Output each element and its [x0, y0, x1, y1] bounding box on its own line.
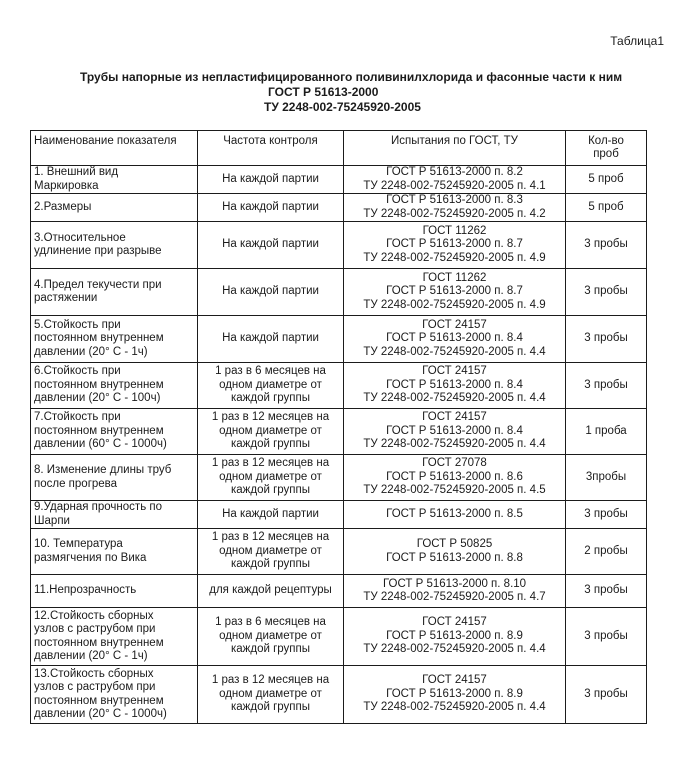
- inspection-table: [30, 130, 647, 724]
- test-cell-line: ГОСТ 24157: [422, 674, 487, 687]
- test-cell-line: ТУ 2248-002-75245920-2005 п. 4.4: [363, 438, 546, 451]
- indicator-cell-line: узлов с раструбом при: [34, 681, 156, 693]
- frequency-cell: [198, 575, 344, 608]
- header-quantity-line: Кол-во: [588, 134, 624, 147]
- test-cell-line: ТУ 2248-002-75245920-2005 п. 4.4: [363, 345, 546, 358]
- frequency-cell-line: 1 раз в 6 месяцев на: [215, 365, 326, 378]
- frequency-cell-line: каждой группы: [230, 643, 311, 656]
- indicator-cell: [31, 222, 198, 269]
- frequency-cell: [198, 222, 344, 269]
- frequency-cell-line: На каждой партии: [222, 285, 319, 298]
- test-cell-line: ГОСТ Р 51613-2000 п. 8.9: [386, 629, 523, 642]
- table-row: [31, 409, 647, 455]
- frequency-cell-line: каждой группы: [230, 438, 311, 451]
- table-row: [31, 194, 647, 222]
- frequency-cell-line: одном диаметре от: [219, 470, 322, 483]
- indicator-cell: [31, 166, 198, 194]
- test-cell-line: ТУ 2248-002-75245920-2005 п. 4.1: [363, 179, 546, 192]
- test-cell: [344, 363, 566, 409]
- frequency-cell: [198, 269, 344, 316]
- frequency-cell: [198, 501, 344, 529]
- test-cell-line: ГОСТ 24157: [422, 318, 487, 331]
- frequency-cell-line: одном диаметре от: [219, 629, 322, 642]
- test-cell: [344, 194, 566, 222]
- test-cell-line: ГОСТ Р 51613-2000 п. 8.4: [386, 332, 523, 345]
- table-row: [31, 269, 647, 316]
- table-row: [31, 501, 647, 529]
- table-row: [31, 666, 647, 724]
- test-cell-line: ТУ 2248-002-75245920-2005 п. 4.9: [363, 298, 546, 311]
- heading-line-3: ТУ 2248-002-75245920-2005: [264, 100, 421, 114]
- indicator-cell: [31, 501, 198, 529]
- quantity-cell: 5 проб: [566, 194, 647, 222]
- table-row: [31, 608, 647, 666]
- indicator-cell-line: 13.Стойкость сборных: [34, 667, 154, 680]
- test-cell: [344, 501, 566, 529]
- indicator-cell-line: после прогрева: [34, 477, 118, 490]
- indicator-cell: [31, 194, 198, 222]
- table-header-row: [31, 131, 647, 166]
- frequency-cell-line: 1 раз в 12 месяцев на: [211, 411, 330, 424]
- indicator-cell: [31, 666, 198, 724]
- frequency-cell: [198, 608, 344, 666]
- test-cell-line: ТУ 2248-002-75245920-2005 п. 4.7: [363, 591, 546, 603]
- indicator-cell-line: 12.Стойкость сборных: [34, 609, 154, 622]
- frequency-cell-line: каждой группы: [230, 484, 311, 497]
- test-cell: [344, 269, 566, 316]
- heading-line-2: ГОСТ Р 51613-2000: [268, 85, 379, 99]
- quantity-cell: 5 проб: [566, 166, 647, 194]
- test-cell-line: ГОСТ Р 51613-2000 п. 8.7: [386, 238, 523, 251]
- test-cell: [344, 222, 566, 269]
- table-row: [31, 166, 647, 194]
- indicator-cell-line: 5.Стойкость при: [34, 318, 121, 331]
- test-cell-line: ГОСТ Р 51613-2000 п. 8.4: [386, 378, 523, 391]
- test-cell-line: ГОСТ Р 51613-2000 п. 8.8: [386, 551, 523, 564]
- indicator-cell-line: постоянном внутреннем: [34, 694, 164, 707]
- test-cell-line: ТУ 2248-002-75245920-2005 п. 4.4: [363, 392, 546, 405]
- indicator-cell-line: давлении (20° С - 100ч): [34, 392, 161, 405]
- indicator-cell-line: постоянном внутреннем: [34, 378, 164, 391]
- indicator-cell-line: давлении (20° С - 1ч): [34, 650, 148, 662]
- indicator-cell-line: растяжении: [34, 292, 98, 304]
- frequency-cell: [198, 529, 344, 575]
- frequency-cell-line: На каждой партии: [222, 507, 319, 520]
- test-cell-line: ГОСТ 24157: [422, 411, 487, 424]
- frequency-cell-line: каждой группы: [230, 701, 311, 714]
- test-cell-line: ГОСТ 11262: [422, 271, 487, 284]
- indicator-cell-line: постоянном внутреннем: [34, 424, 164, 437]
- quantity-cell: 3 пробы: [566, 222, 647, 269]
- indicator-cell-line: 4.Предел текучести при: [34, 278, 162, 291]
- test-cell-line: ГОСТ Р 51613-2000 п. 8.6: [386, 470, 523, 483]
- frequency-cell-line: На каждой партии: [222, 200, 319, 213]
- indicator-cell-line: Шарпи: [34, 514, 70, 527]
- header-frequency: Частота контроля: [198, 131, 344, 166]
- header-quantity: [566, 131, 647, 166]
- indicator-cell-line: давлении (20° С - 1ч): [34, 345, 148, 358]
- indicator-cell-line: давлении (20° С - 1000ч): [34, 708, 167, 720]
- indicator-cell-line: 9.Ударная прочность по: [34, 501, 162, 513]
- frequency-cell-line: одном диаметре от: [219, 687, 322, 700]
- test-cell: [344, 666, 566, 724]
- test-cell-line: ГОСТ 27078: [422, 457, 487, 470]
- frequency-cell-line: каждой группы: [230, 558, 311, 571]
- heading-line-1: Трубы напорные из непластифицированного поливинилхлорида и фасонные части к ним: [80, 70, 623, 84]
- test-cell-line: ГОСТ Р 51613-2000 п. 8.7: [386, 285, 523, 298]
- test-cell-line: ТУ 2248-002-75245920-2005 п. 4.2: [363, 207, 546, 220]
- table-row: [31, 316, 647, 363]
- table-row: [31, 455, 647, 501]
- frequency-cell-line: одном диаметре от: [219, 544, 322, 557]
- indicator-cell-line: 1. Внешний вид: [34, 166, 119, 178]
- test-cell-line: ГОСТ Р 50825: [416, 538, 493, 550]
- frequency-cell-line: 1 раз в 12 месяцев на: [211, 674, 330, 687]
- test-cell-line: ТУ 2248-002-75245920-2005 п. 4.4: [363, 643, 546, 656]
- frequency-cell-line: На каждой партии: [222, 238, 319, 251]
- test-cell-line: ГОСТ Р 51613-2000 п. 8.2: [386, 166, 523, 178]
- frequency-cell-line: одном диаметре от: [219, 424, 322, 437]
- quantity-cell: 3 пробы: [566, 501, 647, 529]
- test-cell-line: ТУ 2248-002-75245920-2005 п. 4.9: [363, 251, 546, 264]
- header-test: Испытания по ГОСТ, ТУ: [344, 131, 566, 166]
- frequency-cell-line: На каждой партии: [222, 172, 319, 185]
- indicator-cell-line: размягчения по Вика: [34, 551, 147, 564]
- indicator-cell-line: 11.Непрозрачность: [34, 584, 137, 597]
- header-quantity-line: проб: [593, 148, 619, 160]
- table-body: [31, 166, 647, 724]
- indicator-cell: [31, 608, 198, 666]
- table-row: [31, 363, 647, 409]
- indicator-cell: [31, 316, 198, 363]
- test-cell: [344, 409, 566, 455]
- quantity-cell: 3 пробы: [566, 316, 647, 363]
- frequency-cell-line: 1 раз в 12 месяцев на: [211, 531, 330, 544]
- frequency-cell: [198, 166, 344, 194]
- indicator-cell-line: 2.Размеры: [34, 200, 92, 213]
- frequency-cell: [198, 316, 344, 363]
- indicator-cell-line: 8. Изменение длины труб: [34, 464, 172, 476]
- table-row: [31, 222, 647, 269]
- indicator-cell-line: удлинение при разрыве: [34, 245, 162, 257]
- quantity-cell: 1 проба: [566, 409, 647, 455]
- test-cell: [344, 608, 566, 666]
- quantity-cell: 3 пробы: [566, 575, 647, 608]
- test-cell-line: ГОСТ 11262: [422, 224, 487, 237]
- table-number-label: Таблица1: [610, 34, 664, 48]
- indicator-cell: [31, 363, 198, 409]
- indicator-cell-line: 7.Стойкость при: [34, 411, 121, 424]
- quantity-cell: 3 пробы: [566, 269, 647, 316]
- indicator-cell-line: 3.Относительное: [34, 231, 126, 244]
- frequency-cell: [198, 455, 344, 501]
- test-cell: [344, 575, 566, 608]
- indicator-cell: [31, 575, 198, 608]
- indicator-cell: [31, 409, 198, 455]
- frequency-cell-line: 1 раз в 12 месяцев на: [211, 457, 330, 470]
- test-cell-line: ГОСТ Р 51613-2000 п. 8.10: [382, 577, 527, 590]
- indicator-cell-line: узлов с раструбом при: [34, 623, 156, 635]
- indicator-cell-line: постоянном внутреннем: [34, 332, 164, 345]
- table-row: [31, 575, 647, 608]
- frequency-cell: [198, 363, 344, 409]
- test-cell-line: ГОСТ Р 51613-2000 п. 8.3: [386, 194, 523, 206]
- indicator-cell-line: постоянном внутреннем: [34, 636, 164, 649]
- test-cell-line: ГОСТ Р 51613-2000 п. 8.4: [386, 424, 523, 437]
- table-row: [31, 529, 647, 575]
- test-cell-line: ТУ 2248-002-75245920-2005 п. 4.5: [363, 484, 546, 497]
- quantity-cell: 2 пробы: [566, 529, 647, 575]
- indicator-cell: [31, 455, 198, 501]
- frequency-cell: [198, 666, 344, 724]
- test-cell: [344, 166, 566, 194]
- indicator-cell: [31, 529, 198, 575]
- header-indicator: Наименование показателя: [31, 131, 198, 166]
- indicator-cell-line: 10. Температура: [34, 538, 123, 550]
- test-cell-line: ГОСТ 24157: [422, 365, 487, 378]
- frequency-cell: [198, 194, 344, 222]
- indicator-cell-line: 6.Стойкость при: [34, 365, 121, 378]
- test-cell-line: ГОСТ 24157: [422, 616, 487, 629]
- indicator-cell-line: давлении (60° С - 1000ч): [34, 438, 167, 451]
- test-cell: [344, 316, 566, 363]
- indicator-cell-line: Маркировка: [34, 179, 99, 192]
- frequency-cell: [198, 409, 344, 455]
- frequency-cell-line: для каждой рецептуры: [209, 584, 332, 597]
- test-cell-line: ГОСТ Р 51613-2000 п. 8.9: [386, 687, 523, 700]
- frequency-cell-line: одном диаметре от: [219, 378, 322, 391]
- frequency-cell-line: каждой группы: [230, 392, 311, 405]
- quantity-cell: 3 пробы: [566, 666, 647, 724]
- test-cell: [344, 529, 566, 575]
- quantity-cell: 3 пробы: [566, 608, 647, 666]
- frequency-cell-line: На каждой партии: [222, 332, 319, 345]
- test-cell-line: ГОСТ Р 51613-2000 п. 8.5: [386, 507, 523, 520]
- document-heading: [0, 70, 681, 115]
- quantity-cell: 3 пробы: [566, 363, 647, 409]
- quantity-cell: 3пробы: [566, 455, 647, 501]
- test-cell-line: ТУ 2248-002-75245920-2005 п. 4.4: [363, 701, 546, 714]
- frequency-cell-line: 1 раз в 6 месяцев на: [215, 616, 326, 629]
- test-cell: [344, 455, 566, 501]
- indicator-cell: [31, 269, 198, 316]
